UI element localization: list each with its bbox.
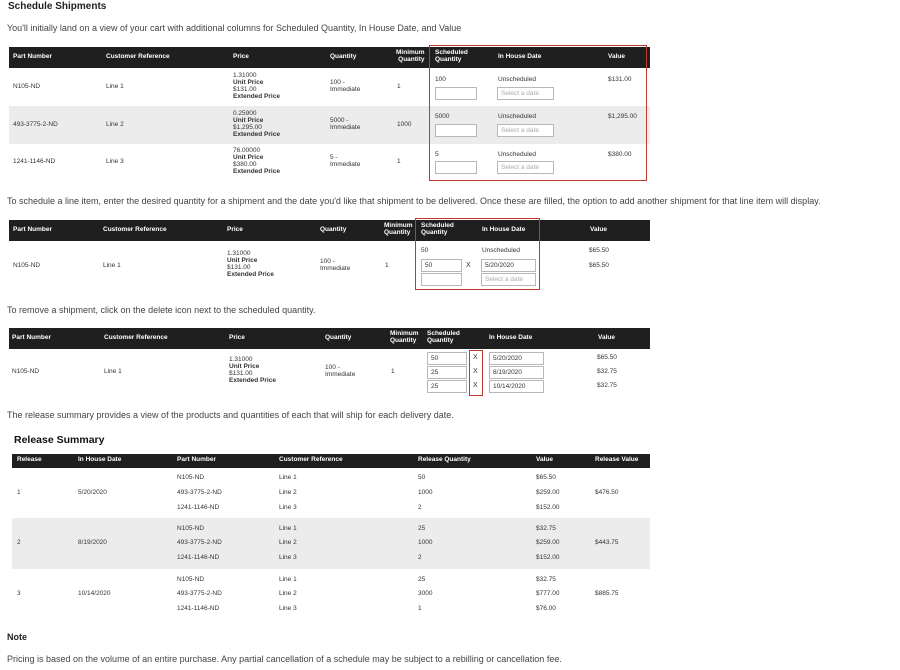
scheduled-quantity-input[interactable]: 50 <box>427 352 467 365</box>
col-value: Value <box>608 53 625 60</box>
quantity-type: Immediate <box>330 161 361 169</box>
release-date: 5/20/2020 <box>78 489 107 496</box>
col-release: Release <box>17 456 42 463</box>
table-row <box>9 349 650 396</box>
delete-shipment-icon[interactable]: X <box>466 262 471 269</box>
minimum-quantity: 1 <box>397 83 401 90</box>
unit-price-label: Unit Price <box>233 79 264 87</box>
part-number: N105-ND <box>177 576 205 583</box>
customer-reference: Line 2 <box>279 590 297 597</box>
line-value: $259.00 <box>536 539 560 546</box>
col-price: Price <box>227 226 243 233</box>
schedule-status: Unscheduled <box>498 113 536 120</box>
part-number: 1241-1146-ND <box>177 504 220 511</box>
col-customer-reference: Customer Reference <box>106 53 170 60</box>
col-value: Value <box>590 226 607 233</box>
col-value: Value <box>598 334 615 341</box>
col-scheduled-quantity <box>427 331 460 345</box>
table-header <box>9 328 650 349</box>
release-quantity: 2 <box>418 504 422 511</box>
customer-reference: Line 2 <box>279 489 297 496</box>
price-cell <box>229 356 276 385</box>
col-minimum-quantity-line2: Quantity <box>398 55 425 63</box>
scheduled-quantity: 100 <box>435 76 446 83</box>
extended-price-value: $131.00 <box>227 264 251 272</box>
quantity-type: Immediate <box>330 86 361 94</box>
col-minimum-quantity-line2: Quantity <box>384 228 411 236</box>
date-picker-input[interactable]: Select a date <box>481 273 536 286</box>
release-summary-description: The release summary provides a view of the products and quantities of each that will ship for each delivery date. <box>7 410 454 420</box>
release-summary-title: Release Summary <box>14 434 105 446</box>
extended-price-label: Extended Price <box>233 168 280 176</box>
extended-price-label: Extended Price <box>229 377 276 385</box>
unit-price-label: Unit Price <box>229 363 260 371</box>
release-quantity: 50 <box>418 474 426 481</box>
release-quantity: 1000 <box>418 539 433 546</box>
line-value: $32.75 <box>536 576 556 583</box>
customer-reference: Line 2 <box>279 539 297 546</box>
delete-shipment-icon[interactable]: X <box>473 354 478 361</box>
shipment-value: $32.75 <box>597 368 617 375</box>
release-quantity: 25 <box>418 525 426 532</box>
release-quantity: 25 <box>418 576 426 583</box>
note-text: Pricing is based on the volume of an entire purchase. Any partial cancellation of a schedule may be subject to a rebilling or cancellation fee. <box>7 654 562 664</box>
table-header <box>9 220 650 241</box>
quantity-value: 100 - <box>330 79 345 86</box>
schedule-status: Unscheduled <box>482 247 520 254</box>
release-number: 3 <box>17 590 21 597</box>
schedule-status: Unscheduled <box>498 76 536 83</box>
part-number: 493-3775-2-ND <box>177 590 222 597</box>
unit-price-value: 1.31000 <box>233 72 257 79</box>
quantity-cell <box>330 117 360 131</box>
price-cell <box>233 147 280 176</box>
release-number: 2 <box>17 539 21 546</box>
col-minimum-quantity <box>384 223 413 237</box>
scheduled-quantity: 5 <box>435 151 439 158</box>
release-group <box>12 569 650 619</box>
col-in-house-date: In House Date <box>489 334 533 341</box>
extended-price-label: Extended Price <box>233 93 280 101</box>
unit-price-value: 76.00000 <box>233 147 261 154</box>
col-scheduled-quantity-line2: Quantity <box>421 228 448 236</box>
extended-price-label: Extended Price <box>233 131 280 139</box>
line-value: $152.00 <box>536 554 560 561</box>
minimum-quantity: 1 <box>397 158 401 165</box>
schedule-status: Unscheduled <box>498 151 536 158</box>
highlight-box <box>415 218 540 290</box>
line-value: $32.75 <box>536 525 556 532</box>
scheduled-quantity-input[interactable]: 25 <box>427 380 467 393</box>
col-customer-reference: Customer Reference <box>279 456 343 463</box>
customer-reference: Line 2 <box>106 121 124 128</box>
table-header <box>12 454 650 468</box>
part-number: 493-3775-2-ND <box>177 539 222 546</box>
part-number: 1241-1146-ND <box>13 158 56 165</box>
unit-price-value: 1.31000 <box>227 250 251 257</box>
line-value: $152.00 <box>536 504 560 511</box>
scheduled-quantity: 5000 <box>435 113 450 120</box>
intro-text: You'll initially land on a view of your cart with additional columns for Scheduled Quantity, In House Date, and Value <box>7 23 462 33</box>
quantity-value: 5000 - <box>330 117 349 124</box>
col-price: Price <box>233 53 249 60</box>
col-minimum-quantity-line2: Quantity <box>390 336 417 344</box>
col-minimum-quantity <box>396 50 425 64</box>
col-release-value: Release Value <box>595 456 639 463</box>
release-group <box>12 518 650 569</box>
shipment-value: $32.75 <box>597 382 617 389</box>
customer-reference: Line 1 <box>104 368 122 375</box>
col-minimum-quantity-line1: Minimum <box>396 49 425 56</box>
col-in-house-date: In House Date <box>498 53 542 60</box>
line-value: $777.00 <box>536 590 560 597</box>
unit-price-label: Unit Price <box>227 257 258 265</box>
quantity-type: Immediate <box>325 371 356 379</box>
delete-shipment-icon[interactable]: X <box>473 382 478 389</box>
date-picker-input[interactable]: 5/20/2020 <box>489 352 544 365</box>
release-date: 8/19/2020 <box>78 539 107 546</box>
price-cell <box>233 110 280 139</box>
customer-reference: Line 1 <box>106 83 124 90</box>
line-value: $65.50 <box>536 474 556 481</box>
date-picker-input[interactable]: 8/19/2020 <box>489 366 544 379</box>
col-minimum-quantity <box>390 331 419 345</box>
col-part-number: Part Number <box>12 334 52 341</box>
col-scheduled-quantity-line2: Quantity <box>435 55 462 63</box>
col-customer-reference: Customer Reference <box>104 334 168 341</box>
release-quantity: 3000 <box>418 590 433 597</box>
extended-price-value: $1,295.00 <box>233 124 262 132</box>
release-date: 10/14/2020 <box>78 590 111 597</box>
part-number: N105-ND <box>12 368 40 375</box>
col-value: Value <box>536 456 553 463</box>
line-value: $65.50 <box>589 247 609 254</box>
line-value: $259.00 <box>536 489 560 496</box>
release-value: $885.75 <box>595 590 619 597</box>
customer-reference: Line 3 <box>106 158 124 165</box>
line-value: $380.00 <box>608 151 632 158</box>
col-part-number: Part Number <box>177 456 217 463</box>
quantity-cell <box>325 364 355 378</box>
release-value: $476.50 <box>595 489 619 496</box>
customer-reference: Line 1 <box>279 474 297 481</box>
minimum-quantity: 1 <box>391 368 395 375</box>
part-number: N105-ND <box>177 474 205 481</box>
schedule-instructions: To schedule a line item, enter the desired quantity for a shipment and the date you'd like that shipment to be delivered. Once these are filled, the option to add another shipment for that line item will display. <box>7 196 821 206</box>
col-quantity: Quantity <box>320 226 347 233</box>
extended-price-label: Extended Price <box>227 271 274 279</box>
col-in-house-date: In House Date <box>482 226 526 233</box>
quantity-type: Immediate <box>320 265 351 273</box>
customer-reference: Line 1 <box>279 576 297 583</box>
col-price: Price <box>229 334 245 341</box>
customer-reference: Line 3 <box>279 554 297 561</box>
date-picker-input[interactable]: Select a date <box>497 124 554 137</box>
col-in-house-date: In House Date <box>78 456 122 463</box>
part-number: 493-3775-2-ND <box>177 489 222 496</box>
unit-price-label: Unit Price <box>233 154 264 162</box>
customer-reference: Line 3 <box>279 605 297 612</box>
remove-instructions: To remove a shipment, click on the delete icon next to the scheduled quantity. <box>7 305 316 315</box>
page-title: Schedule Shipments <box>8 1 107 12</box>
quantity-value: 100 - <box>320 258 335 265</box>
price-cell <box>233 72 280 101</box>
col-part-number: Part Number <box>13 53 53 60</box>
quantity-cell <box>330 79 360 93</box>
col-part-number: Part Number <box>13 226 53 233</box>
date-picker-input[interactable]: 10/14/2020 <box>489 380 544 393</box>
highlight-box <box>429 45 647 181</box>
minimum-quantity: 1 <box>385 262 389 269</box>
quantity-value: 100 - <box>325 364 340 371</box>
date-picker-input[interactable]: Select a date <box>497 87 554 100</box>
col-quantity: Quantity <box>330 53 357 60</box>
col-minimum-quantity-line1: Minimum <box>384 222 413 229</box>
shipment-value: $65.50 <box>597 354 617 361</box>
quantity-cell <box>320 258 350 272</box>
col-quantity: Quantity <box>325 334 352 341</box>
col-scheduled-quantity-line2: Quantity <box>427 336 454 344</box>
extended-price-value: $131.00 <box>229 370 253 378</box>
quantity-type: Immediate <box>330 124 361 132</box>
quantity-cell <box>330 154 360 168</box>
release-group <box>12 468 650 518</box>
col-scheduled-quantity-line1: Scheduled <box>421 222 454 229</box>
col-scheduled-quantity-line1: Scheduled <box>435 49 468 56</box>
scheduled-quantity-input[interactable]: 25 <box>427 366 467 379</box>
part-number: N105-ND <box>177 525 205 532</box>
col-minimum-quantity-line1: Minimum <box>390 330 419 337</box>
col-release-quantity: Release Quantity <box>418 456 471 463</box>
minimum-quantity: 1000 <box>397 121 412 128</box>
table-row <box>9 241 650 288</box>
unit-price-label: Unit Price <box>233 117 264 125</box>
delete-shipment-icon[interactable]: X <box>473 368 478 375</box>
col-scheduled-quantity-line1: Scheduled <box>427 330 460 337</box>
extended-price-value: $380.00 <box>233 161 257 169</box>
note-title: Note <box>7 632 27 642</box>
shipment-value: $65.50 <box>589 262 609 269</box>
release-quantity: 2 <box>418 554 422 561</box>
part-number: N105-ND <box>13 83 41 90</box>
part-number: N105-ND <box>13 262 41 269</box>
release-quantity: 1 <box>418 605 422 612</box>
scheduled-quantity: 50 <box>421 247 429 254</box>
customer-reference: Line 3 <box>279 504 297 511</box>
date-picker-input[interactable]: Select a date <box>497 161 554 174</box>
date-picker-input[interactable]: 5/20/2020 <box>481 259 536 272</box>
release-quantity: 1000 <box>418 489 433 496</box>
line-value: $76.00 <box>536 605 556 612</box>
unit-price-value: 0.25900 <box>233 110 257 117</box>
customer-reference: Line 1 <box>103 262 121 269</box>
unit-price-value: 1.31000 <box>229 356 253 363</box>
part-number: 493-3775-2-ND <box>13 121 58 128</box>
col-customer-reference: Customer Reference <box>103 226 167 233</box>
line-value: $1,295.00 <box>608 113 637 120</box>
release-number: 1 <box>17 489 21 496</box>
scheduled-quantity-input[interactable]: 50 <box>421 259 462 272</box>
part-number: 1241-1146-ND <box>177 554 220 561</box>
line-value: $131.00 <box>608 76 632 83</box>
highlight-box <box>469 350 483 396</box>
quantity-value: 5 - <box>330 154 338 161</box>
customer-reference: Line 1 <box>279 525 297 532</box>
release-value: $443.75 <box>595 539 619 546</box>
part-number: 1241-1146-ND <box>177 605 220 612</box>
extended-price-value: $131.00 <box>233 86 257 94</box>
price-cell <box>227 250 274 279</box>
